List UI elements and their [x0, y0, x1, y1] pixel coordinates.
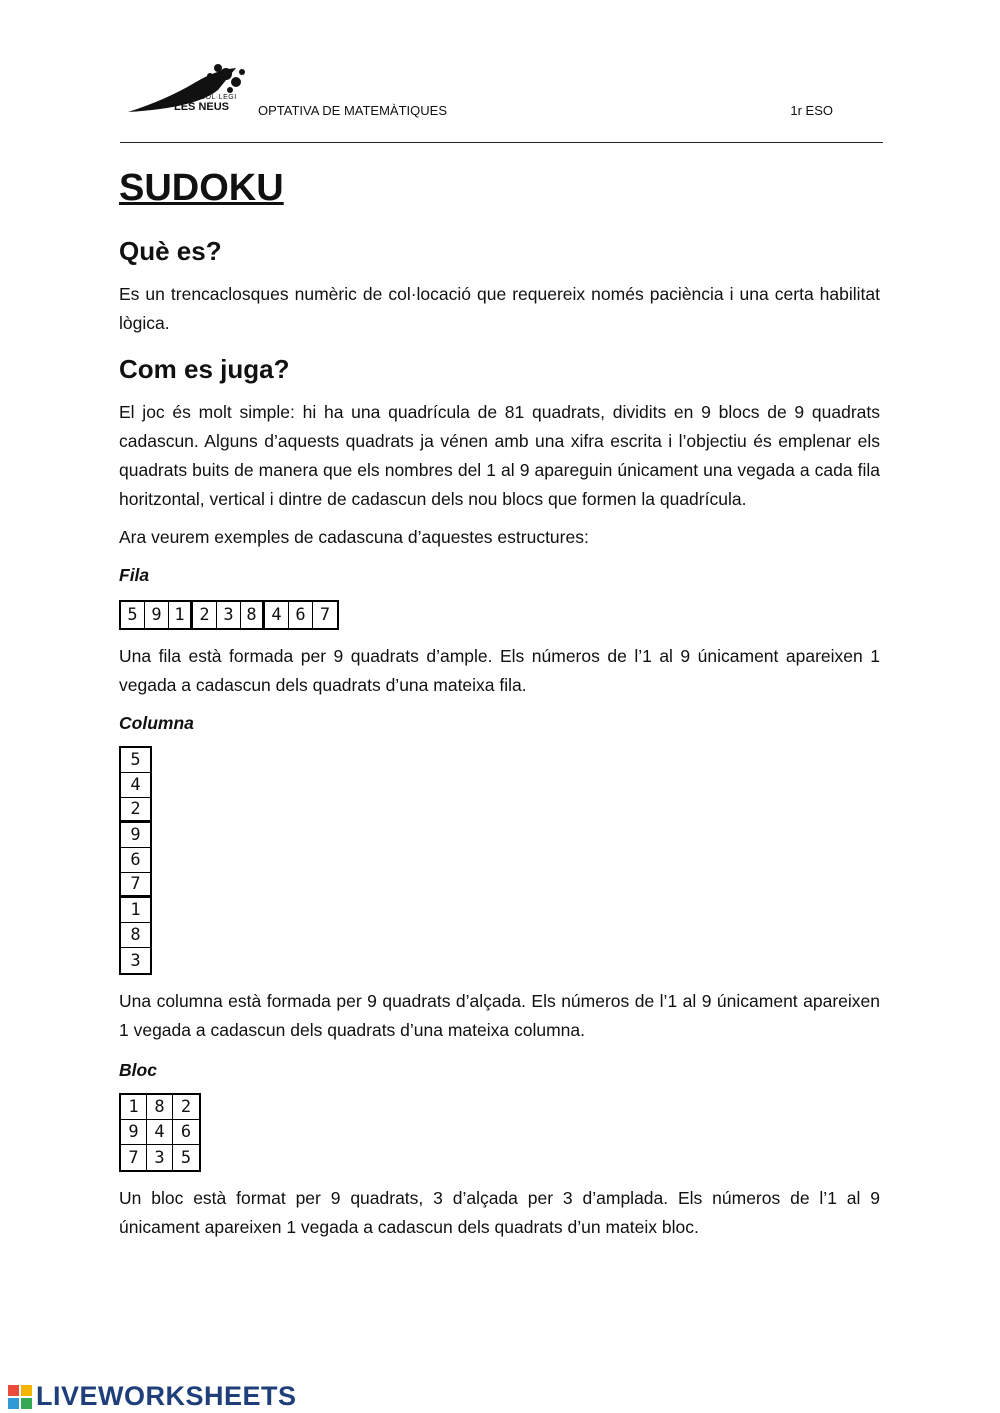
columna-label: Columna: [119, 713, 194, 733]
fila-text: Una fila està formada per 9 quadrats d’ample. Els números de l’1 al 9 únicament apareixen 1 vegada a cadascun dels quadrats d’una mateixa fila.: [119, 646, 880, 695]
block-cell: 3: [147, 1145, 173, 1170]
columna-text: Una columna està formada per 9 quadrats d’alçada. Els números de l’1 al 9 únicament apareixen 1 vegada a cadascun dels quadrats d’una mateixa columna.: [119, 991, 880, 1040]
column-cell: 2: [121, 798, 150, 823]
course-level: 1r ESO: [790, 103, 833, 118]
column-cell: 6: [121, 848, 150, 873]
column-cell: 5: [121, 748, 150, 773]
worksheet-content: [119, 164, 880, 1242]
sudoku-column-example: [119, 746, 152, 975]
column-cell: 1: [121, 898, 150, 923]
block-cell: 2: [173, 1095, 199, 1120]
sudoku-block-example: [119, 1093, 201, 1172]
column-cell: 9: [121, 823, 150, 848]
row-cell: 9: [145, 602, 169, 628]
section-text-com-es-juga: El joc és molt simple: hi ha una quadrícula de 81 quadrats, dividits en 9 blocs de 9 quadrats cadascun. Alguns d’aquests quadrats ja vénen amb una xifra escrita i l’objectiu és emplenar els quadrats buits de manera que els nombres del 1 al 9 apareguin únicament una vegada a cada fila horitzontal, vertical i dintre de cadascun dels nou blocs que formen la quadrícula.: [119, 402, 880, 509]
liveworksheets-icon: [8, 1385, 32, 1409]
liveworksheets-logo[interactable]: [8, 1381, 297, 1412]
column-cell: 3: [130, 950, 141, 971]
section-heading-com-es-juga: Com es juga?: [119, 354, 290, 384]
page-header: [120, 56, 883, 143]
subject-title: OPTATIVA DE MATEMÀTIQUES: [258, 103, 448, 118]
block-cell: 1: [121, 1095, 147, 1120]
logo-school-small: COL·LEGI: [200, 94, 237, 101]
fila-label: Fila: [119, 565, 150, 585]
block-cell: 4: [147, 1120, 173, 1145]
section-heading-que-es: Què es?: [119, 236, 222, 266]
row-cell: 2: [193, 602, 217, 628]
block-cell: 8: [147, 1095, 173, 1120]
sudoku-row-example: [119, 600, 339, 630]
block-cell: 7: [121, 1145, 147, 1170]
column-cell: 8: [121, 923, 150, 948]
row-cell: 5: [121, 602, 145, 628]
structures-intro: Ara veurem exemples de cadascuna d’aquestes estructures:: [119, 527, 589, 547]
bloc-text: Un bloc està format per 9 quadrats, 3 d’alçada per 3 d’amplada. Els números de l’1 al 9 únicament apareixen 1 vegada a cadascun dels quadrats d’un mateix bloc.: [119, 1188, 880, 1237]
bloc-label: Bloc: [119, 1060, 157, 1080]
row-cell: 6: [289, 602, 313, 628]
block-cell: 6: [173, 1120, 199, 1145]
row-cell: 7: [319, 605, 331, 625]
row-cell: 3: [217, 602, 241, 628]
liveworksheets-brand: LIVEWORKSHEETS: [36, 1381, 297, 1411]
logo-school-name: LES NEUS: [174, 101, 230, 113]
row-cell: 4: [265, 602, 289, 628]
block-cell: 5: [180, 1147, 192, 1168]
row-cell: 1: [169, 602, 193, 628]
section-text-que-es: Es un trencaclosques numèric de col·locació que requereix només paciència i una certa habilitat lògica.: [119, 284, 880, 333]
block-cell: 9: [121, 1120, 147, 1145]
column-cell: 4: [121, 773, 150, 798]
page-title: SUDOKU: [119, 167, 284, 209]
column-cell: 7: [121, 873, 150, 898]
row-cell: 8: [241, 602, 265, 628]
